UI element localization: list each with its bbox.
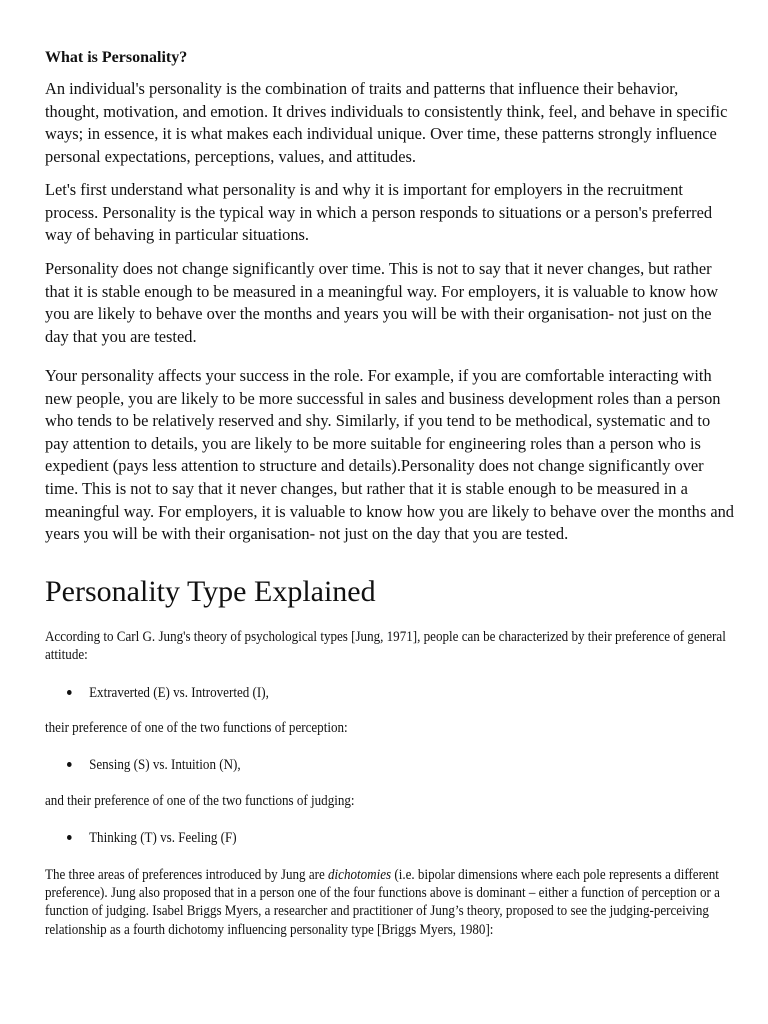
final-text-emphasis: dichotomies	[328, 867, 392, 883]
list-item-text: Extraverted (E) vs. Introverted (I),	[89, 685, 269, 701]
transition-paragraph-2: and their preference of one of the two functions of judging:	[45, 793, 355, 809]
paragraph-4: Your personality affects your success in the role. For example, if you are comfortable interacting with new people, you are likely to be more successful in sales and business development roles than a person who tends to be relatively reserved and shy. Similarly, if you tend to be methodical, systematic and to pay attention to details, you are likely to be more suitable for engineering roles than a person who is expedient (pays less attention to structure and details).Personality does not change significantly over time. This is not to say that it never changes, but rather that it is stable enough to be measured in a meaningful way. For employers, it is valuable to know how you are likely to behave over the months and years you will be with their organisation- not just on the day that you are tested.	[45, 366, 735, 544]
list-item	[67, 756, 241, 774]
transition-paragraph-1: their preference of one of the two functions of perception:	[45, 720, 348, 736]
heading-what-is-personality: What is Personality?	[45, 49, 188, 66]
section-title: Personality Type Explained	[45, 575, 376, 608]
paragraph-2: Let's first understand what personality is and why it is important for employers in the recruitment process. Personality is the typical way in which a person responds to situations or a person's preferred way of behaving in particular situations.	[45, 180, 713, 245]
bullet-icon	[67, 690, 72, 695]
bullet-icon	[67, 762, 72, 767]
intro-paragraph: According to Carl G. Jung's theory of psychological types [Jung, 1971], people can be characterized by their preference of general attitude:	[45, 629, 726, 664]
list-item-text: Thinking (T) vs. Feeling (F)	[89, 830, 237, 846]
paragraph-1: An individual's personality is the combination of traits and patterns that influence their behavior, thought, motivation, and emotion. It drives individuals to consistently think, feel, and behave in specific ways; in essence, it is what makes each individual unique. Over time, these patterns strongly influence personal expectations, perceptions, values, and attitudes.	[45, 79, 728, 166]
paragraph-3: Personality does not change significantly over time. This is not to say that it never changes, but rather that it is stable enough to be measured in a meaningful way. For employers, it is valuable to know how you are likely to behave over the months and years you will be with their organisation- not just on the day that you are tested.	[45, 259, 719, 346]
final-paragraph	[45, 866, 735, 939]
list-item	[67, 684, 269, 702]
list-item	[67, 829, 237, 847]
bullet-icon	[67, 835, 72, 840]
final-text-before: The three areas of preferences introduced by Jung are	[45, 867, 329, 883]
final-text-after: (i.e. bipolar dimensions where each pole represents a different preference). Jung also proposed that in a person one of the four functions above is dominant – either a function of perception or a function of judging. Isabel Briggs Myers, a researcher and practitioner of Jung’s theory, proposed to see the judging-perceiving relationship as a fourth dichotomy influencing personality type [Briggs Myers, 1980]:	[45, 867, 720, 938]
list-item-text: Sensing (S) vs. Intuition (N),	[89, 757, 241, 773]
